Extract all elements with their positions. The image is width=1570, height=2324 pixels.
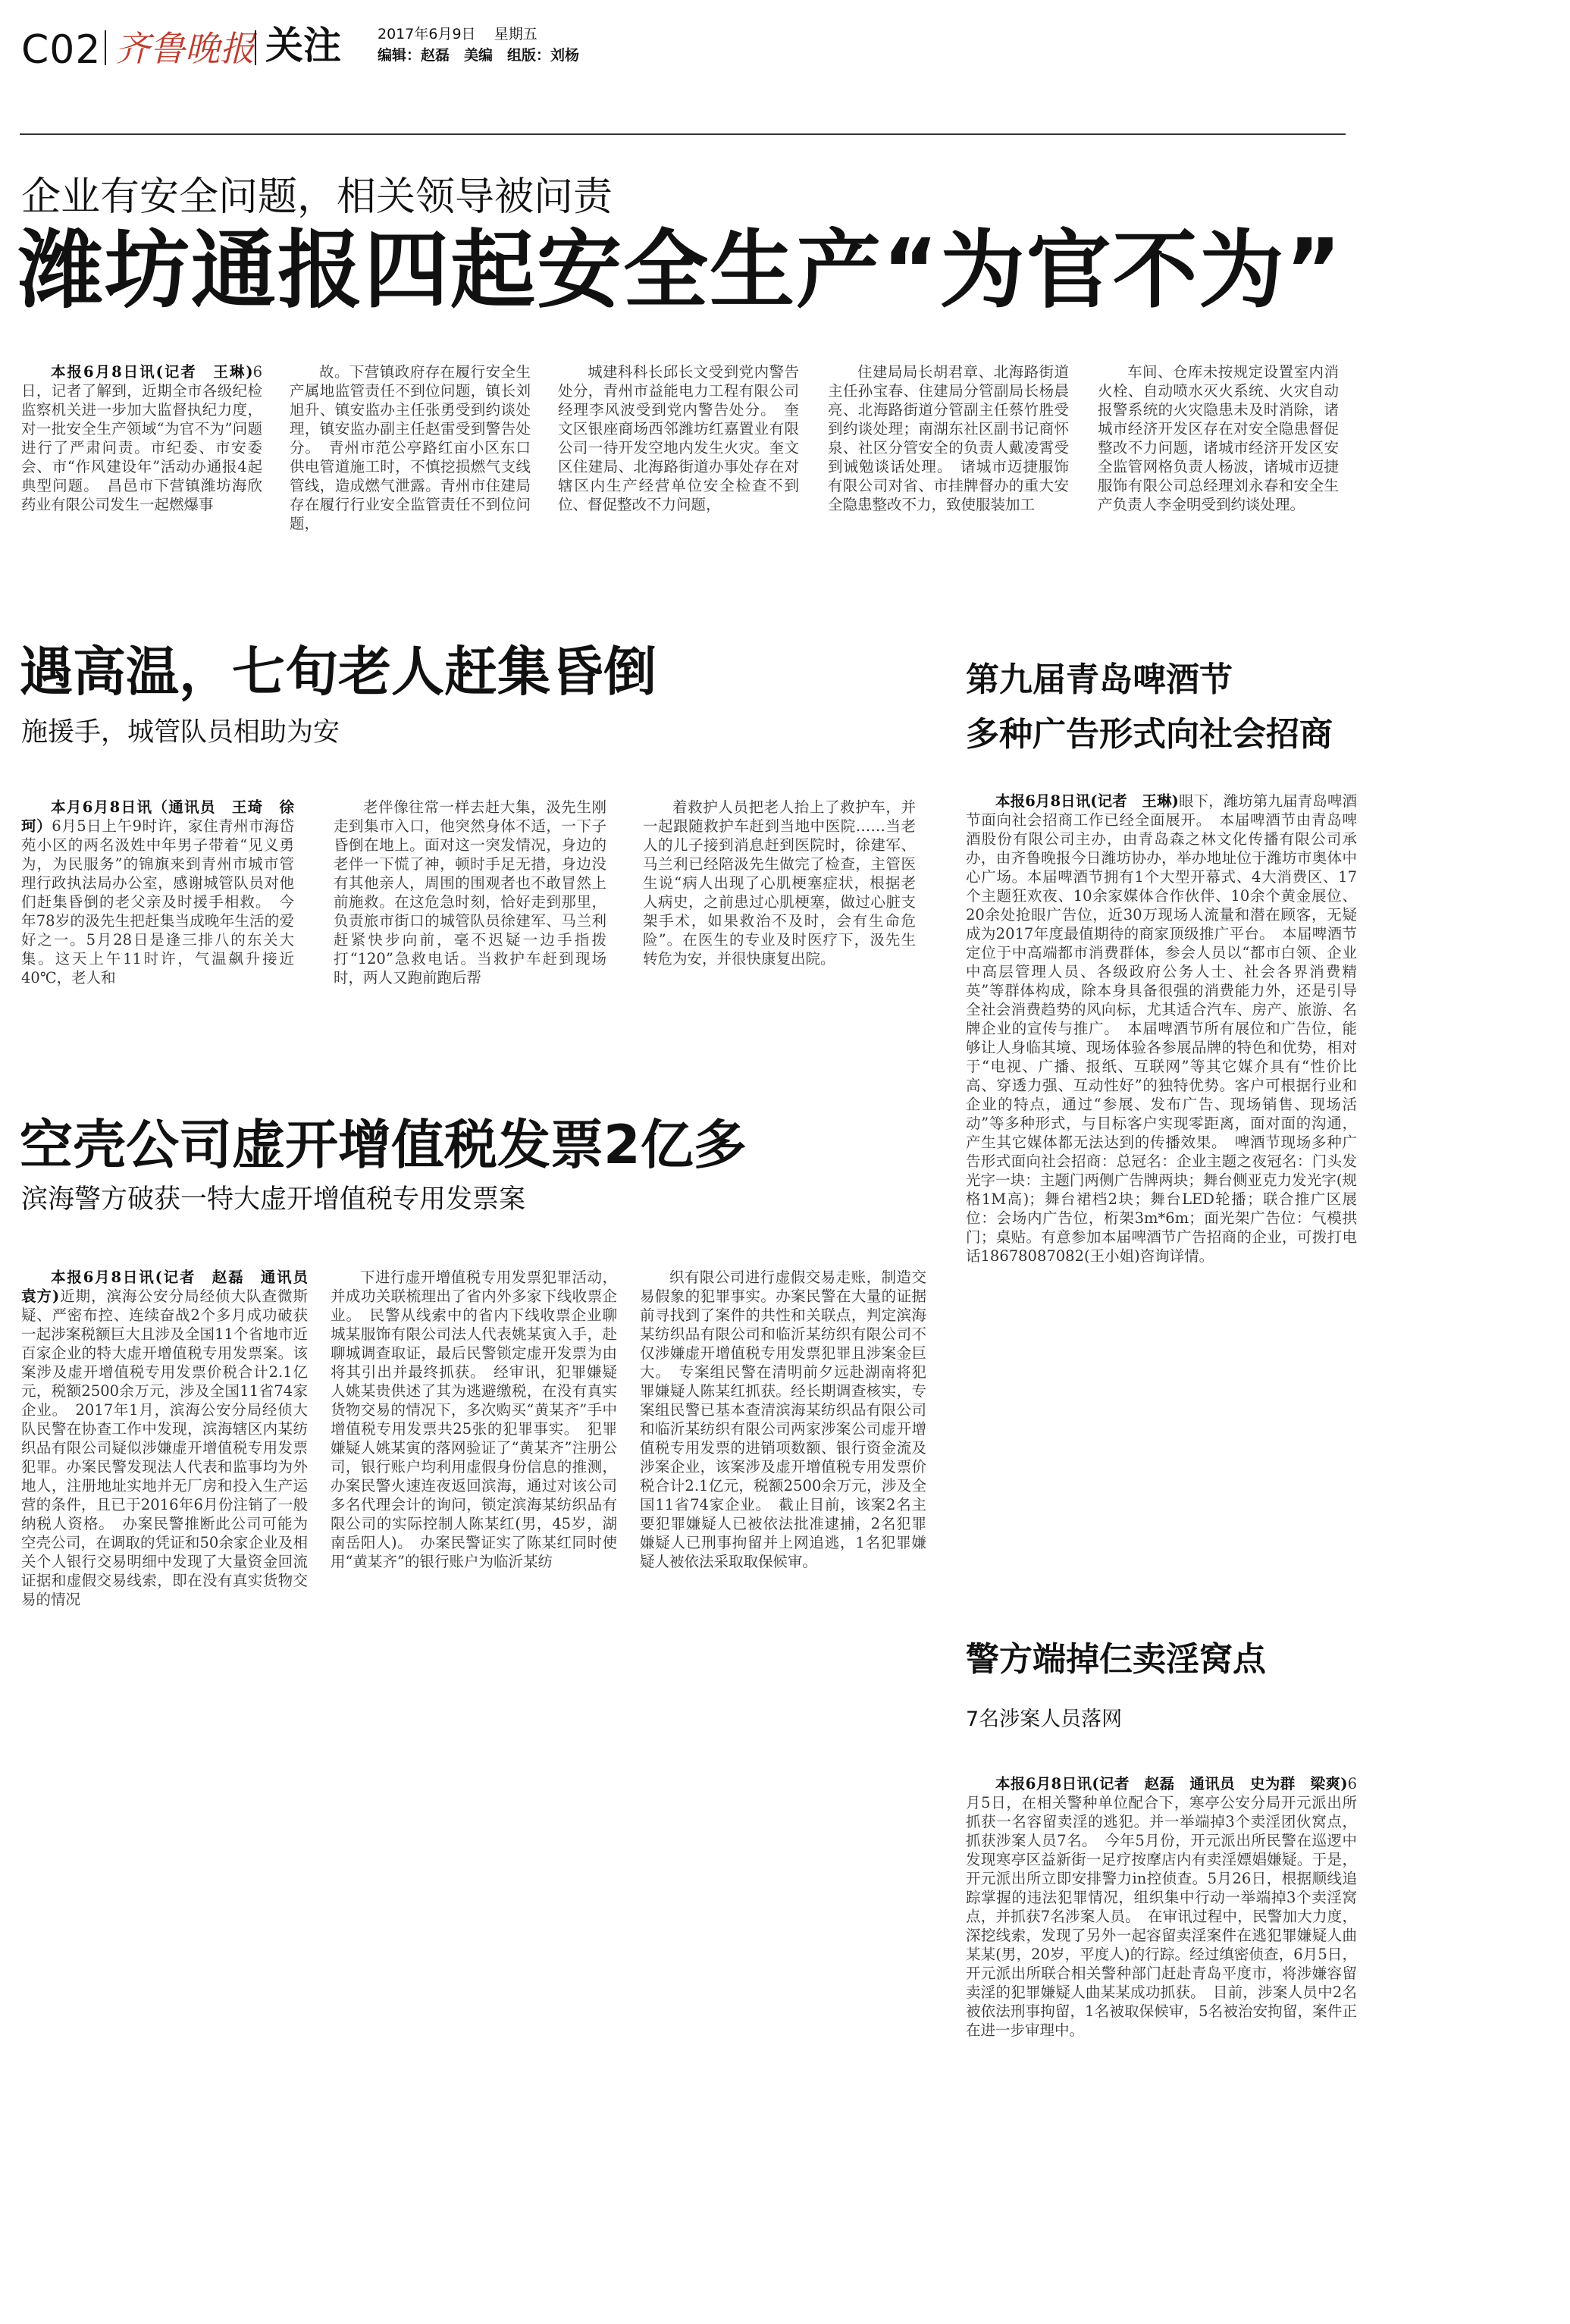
article2-byline: 本月6月8日讯（通讯员 王琦 徐珂） [21,798,294,835]
article5-subtitle: 7名涉案人员落网 [966,1708,1123,1731]
masthead-divider [255,30,256,65]
article2-column-1 [21,798,294,1063]
article3-text-1: 近期，滨海公安分局经侦大队查微斯疑、严密布控、连续奋战2个多月成功破获一起涉案税额巨大且涉及全国11个省地市近百家企业的特大虚开增值税专用发票案。该案涉及虚开增值税专用发票价税合计2.1亿元，税额2500余万元，涉及全国11省74家企业。 2017年1月，滨海公安分局经侦大队民警在协查工作中发现，滨海辖区内某纺织品有限公司疑似涉嫌虚开增值税专用发票犯罪。办案民警发现法人代表和监事均为外地人，注册地址实地并无厂房和投入生产运营的条件，且已于2016年6月份注销了一般纳税人资格。 办案民警推断此公司可能为空壳公司，在调取的凭证和50余家企业及相关个人银行交易明细中发现了大量资金回流证据和虚假交易线索，即在没有真实货物交易的情况 [21,1287,308,1608]
article1-column-1 [21,362,262,561]
article3-byline: 本报6月8日讯(记者 赵磊 通讯员 袁方) [21,1269,323,1305]
article1-text-2: 故。下营镇政府存在履行安全生产属地监管责任不到位问题，镇长刘旭升、镇安监办主任张勇受到约谈处理，镇安监办副主任赵雷受到警告处分。 青州市范公亭路红亩小区东口供电管道施工时，不慎挖损燃气支线管线，造成燃气泄露。青州市住建局存在履行行业安全监管责任不到位问题， [290,363,531,532]
article3-column-3 [640,1268,926,1762]
article1-column-3 [558,362,799,561]
article2-column-3 [643,798,916,1063]
article2-text-3: 着救护人员把老人抬上了救护车，并一起跟随救护车赶到当地中医院……当老人的儿子接到消息赶到医院时，徐建军、马兰利已经陪汲先生做完了检查，主管医生说“病人出现了心肌梗塞症状，根据老人病史，之前患过心肌梗塞，做过心脏支架手术，如果救治不及时，会有生命危险”。在医生的专业及时医疗下，汲先生转危为安，并很快康复出院。 [643,798,916,968]
article1-text-5: 车间、仓库未按规定设置室内消火栓、自动喷水灭火系统、火灾自动报警系统的火灾隐患未及时消除，诸城市经济开发区存在对安全隐患督促整改不力问题，诸城市经济开发区安全监管网格负责人杨波，诸城市迈捷服饰有限公司总经理刘永春和安全生产负责人李金明受到约谈处理。 [1098,363,1339,513]
article4-headline: 第九届青岛啤酒节 [966,660,1233,699]
issue-date [378,24,537,44]
article3-column-1 [21,1268,323,1762]
article4-byline: 本报6月8日讯(记者 王琳) [995,792,1179,810]
article3-text-3: 织有限公司进行虚假交易走账，制造交易假象的犯罪事实。办案民警在大量的证据前寻找到了案件的共性和关联点，判定滨海某纺织品有限公司和临沂某纺织有限公司不仅涉嫌虚开增值税专用发票犯罪且涉案金巨大。 专案组民警在清明前夕远赴湖南将犯罪嫌疑人陈某红抓获。经长期调查核实，专案组民警已基本查清滨海某纺织品有限公司和临沂某纺织有限公司两家涉案公司虚开增值税专用发票的进销项数额、银行资金流及涉案企业，该案涉及虚开增值税专用发票价税合计2.1亿元，税额2500余万元，涉及全国11省74家企业。 截止目前，该案2名主要犯罪嫌疑人已被依法批准逮捕，2名犯罪嫌疑人已刑事拘留并上网追逃，1名犯罪嫌疑人被依法采取取保候审。 [640,1269,926,1570]
article1-text-3: 城建科科长邱长文受到党内警告处分，青州市益能电力工程有限公司经理李风波受到党内警告处分。 奎文区银座商场西邻潍坊红嘉置业有限公司一待开发空地内发生火灾。奎文区住建局、北海路街道办事处存在对辖区内生产经营单位安全检查不到位、督促整改不力问题， [558,363,799,513]
section-name: 关注 [265,24,341,67]
article2-headline: 遇高温，七旬老人赶集昏倒 [20,641,657,703]
page-number: C02 [21,27,102,73]
article2-text-2: 老伴像往常一样去赶大集，汲先生刚走到集市入口，他突然身体不适，一下子昏倒在地上。面对这一突发情况，身边的老伴一下慌了神，顿时手足无措，身边没有其他亲人，周围的围观者也不敢冒然上前施救。在这危急时刻，恰好走到那里，负责旅市街口的城管队员徐建军、马兰利赶紧快步向前，毫不迟疑一边手指拨打“120”急救电话。当救护车赶到现场时，两人又跑前跑后帮 [334,798,606,986]
article1-byline: 本报6月8日讯(记者 王琳) [51,363,253,381]
article4-text: 眼下，潍坊第九届青岛啤酒节面向社会招商工作已经全面展开。 本届啤酒节由青岛啤酒股份有限公司主办，由青岛森之林文化传播有限公司承办，由齐鲁晚报今日潍坊协办，举办地址位于潍坊市奥体中心广场。本届啤酒节拥有1个大型开幕式、4大消费区、17个主题狂欢夜、10余家媒体合作伙伴、10余个黄金展位、20余处抢眼广告位，近30万现场人流量和潜在顾客，无疑成为2017年度最值期待的商家顶级推广平台。 本届啤酒节定位于中高端都市消费群体，参会人员以“都市白领、企业中高层管理人员、各级政府公务人士、社会各界消费精英”等群体构成，除本身具备很强的消费能力外，还是引导全社会消费趋势的风向标，尤其适合汽车、房产、旅游、名牌企业的宣传与推广。 本届啤酒节所有展位和广告位，能够让人身临其境、现场体验各参展品牌的特色和优势，相对于“电视、广播、报纸、互联网”等其它媒介具有“性价比高、穿透力强、互动性好”的独特优势。客户可根据行业和企业的特点，通过“参展、发布广告、现场销售、现场活动”等多种形式，与目标客户实现零距离，面对面的沟通，产生其它媒体都无法达到的传播效果。 啤酒节现场多种广告形式面向社会招商：总冠名：企业主题之夜冠名：门头发光字一块：主题门两侧广告牌两块；舞台侧亚克力发光字(规格1M高)；舞台裙档2块；舞台LED轮播；联合推广区展位：会场内广告位，桁架3m*6m；面光架广告位：气模拱门；桌贴。有意参加本届啤酒节广告招商的企业，可拨打电话18678087082(王小姐)咨询详情。 [966,792,1357,1265]
article5-text: 6月5日，在相关警种单位配合下，寒亭公安分局开元派出所抓获一名容留卖淫的逃犯。并一举端掉3个卖淫团伙窝点，抓获涉案人员7名。 今年5月份，开元派出所民警在巡逻中发现寒亭区益新街一足疗按摩店内有卖淫嫖娼嫌疑。于是，开元派出所立即安排警力in控侦查。5月26日，根据顺线追踪掌握的违法犯罪情况，组织集中行动一举端掉3个卖淫窝点，并抓获7名涉案人员。 在审讯过程中，民警加大力度，深挖线索，发现了另外一起容留卖淫案件在逃犯罪嫌疑人曲某某(男，20岁，平度人)的行踪。经过缜密侦查，6月5日，开元派出所联合相关警种部门赶赴青岛平度市，将涉嫌容留卖淫的犯罪嫌疑人曲某某成功抓获。 目前，涉案人员中2名被依法刑事拘留，1名被取保候审，5名被治安拘留，案件正在进一步审理中。 [966,1775,1357,2039]
article1-kicker: 企业有安全问题，相关领导被问责 [21,174,613,220]
article3-text-2: 下进行虚开增值税专用发票犯罪活动，并成功关联梳理出了省内外多家下线收票企业。 民警从线索中的省内下线收票企业聊城某服饰有限公司法人代表姚某寅入手，赴聊城调查取证，最后民警锁定虚开发票为由将其引出并最终抓获。 经审讯，犯罪嫌疑人姚某贵供述了其为逃避缴税，在没有真实货物交易的情况下，多次购买“黄某齐”手中增值税专用发票共25张的犯罪事实。 犯罪嫌疑人姚某寅的落网验证了“黄某齐”注册公司，银行账户均利用虚假身份信息的推测，办案民警火速连夜返回滨海，通过对该公司多名代理会计的询问，锁定滨海某纺织品有限公司的实际控制人陈某红(男，45岁，湖南岳阳人)。 办案民警证实了陈某红同时使用“黄某齐”的银行账户为临沂某纺 [331,1269,617,1570]
issue-weekday: 星期五 [494,26,537,42]
article1-column-2 [290,362,531,561]
article3-headline: 空壳公司虚开增值税发票2亿多 [20,1114,747,1176]
article1-text-1: 6日，记者了解到，近期全市各级纪检监察机关进一步加大监督执纪力度，对一批安全生产领域“为官不为”问题进行了严肃问责。市纪委、市安委会、市“作风建设年”活动办通报4起典型问题。 昌邑市下营镇潍坊海欣药业有限公司发生一起燃爆事 [21,363,262,513]
article1-text-4: 住建局局长胡君章、北海路街道主任孙宝春、住建局分管副局长杨晨亮、北海路街道分管副主任蔡竹胜受到约谈处理；南湖东社区副书记商怀泉、社区分管安全的负责人戴凌霄受到诫勉谈话处理。 诸城市迈捷服饰有限公司对省、市挂牌督办的重大安全隐患整改不力，致使服装加工 [828,363,1069,513]
article1-column-5 [1098,362,1339,561]
newspaper-logo: 齐鲁晚报 [115,28,255,69]
article2-column-2 [334,798,606,1063]
article2-subtitle: 施援手，城管队员相助为安 [21,717,340,748]
article1-headline: 潍坊通报四起安全生产“为官不为” [18,221,1343,320]
masthead-divider [105,30,106,65]
article4-body [966,792,1357,1609]
article3-subtitle: 滨海警方破获一特大虚开增值税专用发票案 [21,1184,526,1215]
article5-headline: 警方端掉仨卖淫窝点 [966,1640,1266,1679]
article2-text-1: 6月5日上午9时许，家住青州市海岱苑小区的两名汲姓中年男子带着“见义勇为，为民服务”的锦旗来到青州市城市管理行政执法局办公室，感谢城管队员对他们赶集昏倒的老父亲及时援手相救。 今年78岁的汲先生把赶集当成晚年生活的爱好之一。5月28日是逢三排八的东关大集。这天上午11时许，气温飙升接近40℃，老人和 [21,817,294,986]
article1-column-4 [828,362,1069,561]
article5-body [966,1774,1357,2287]
article3-column-2 [331,1268,617,1762]
article5-byline: 本报6月8日讯(记者 赵磊 通讯员 史为群 梁爽) [995,1775,1348,1792]
editors-line: 编辑：赵磊 美编 组版：刘杨 [378,47,580,64]
header-rule [20,133,1346,135]
issue-date-text: 2017年6月9日 [378,26,476,42]
article4-subtitle: 多种广告形式向社会招商 [966,715,1333,754]
